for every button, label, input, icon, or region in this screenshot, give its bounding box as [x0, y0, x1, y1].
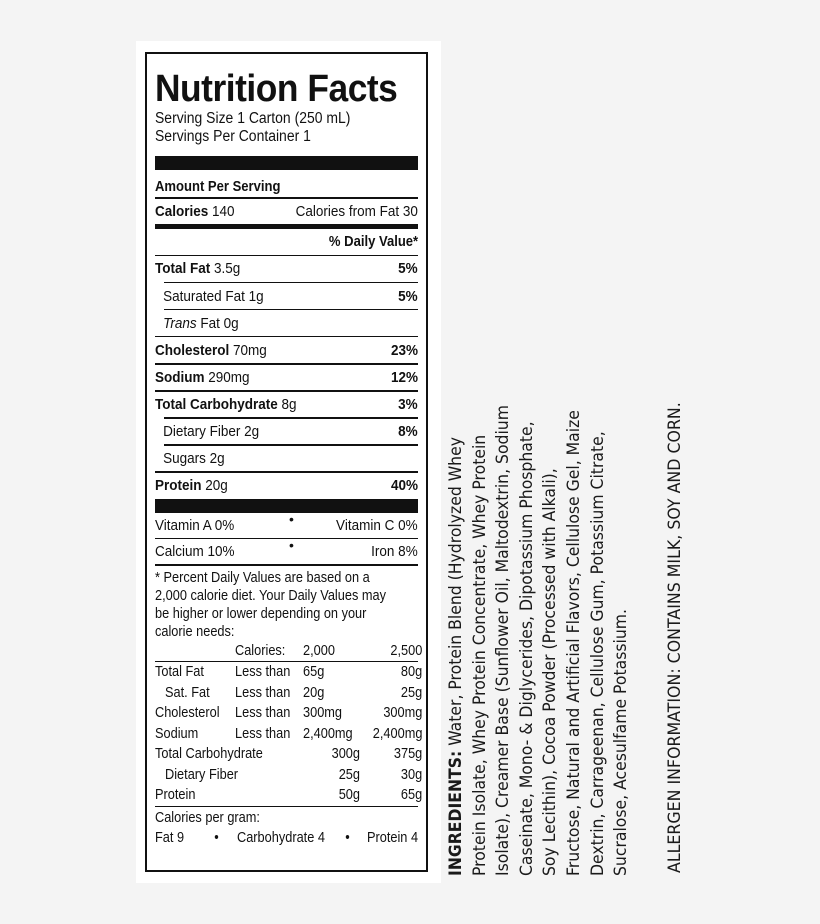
dv-2000: 25g	[338, 766, 360, 783]
calories-row	[155, 199, 418, 225]
vitamin-right: Iron 8%	[371, 543, 418, 561]
dv-table-row	[155, 703, 422, 724]
nutrient-amount: 290mg	[208, 368, 250, 386]
nutrient-row	[155, 365, 418, 391]
thick-divider	[155, 499, 418, 513]
nutrient-name: Dietary Fiber	[163, 423, 241, 441]
dv-2000: 50g	[338, 787, 360, 804]
daily-value-footnote: * Percent Daily Values are based on a 2,000 calorie diet. Your Daily Values may be higher or lower depending on your calorie needs:	[155, 569, 386, 640]
nutrient-amount: 3.5g	[214, 260, 241, 278]
dv-nutrient: Total Fat	[155, 664, 204, 681]
nutrient-name: Trans	[163, 314, 197, 332]
dv-nutrient: Total Carbohydrate	[155, 746, 263, 763]
daily-value-percent: 12%	[390, 368, 418, 386]
dv-2500: 25g	[400, 684, 422, 701]
daily-value-percent: 23%	[390, 341, 418, 359]
thick-divider	[155, 156, 418, 170]
dv-qualifier: Less than	[235, 725, 291, 742]
nutrient-list	[155, 255, 418, 499]
daily-value-reference-table	[155, 641, 422, 806]
nutrient-row	[155, 419, 418, 445]
serving-size: Serving Size 1 Carton (250 mL)	[155, 110, 351, 127]
bullet-icon: •	[214, 830, 219, 847]
dv-2500: 80g	[400, 664, 422, 681]
ingredients-block: INGREDIENTS: Water, Protein Blend (Hydrolyzed Whey Protein Isolate, Whey Protein Concentrate, Whey Protein Isolate), Creamer Base (Sunflower Oil, Maltodextrin, Sodium Caseinate, Mono- & Diglycerides, Dipotassium Phosphate, Soy Lecithin), Cocoa Powder (Processed with Alkali), Fructose, Natural and Artificial Flavors, Cellulose Gel, Maize Dextrin, Carrageenan, Cellulose Gum, Potassium Citrate, Sucralose, Acesulfame Potassium.	[446, 405, 632, 876]
nutrient-row	[155, 283, 418, 309]
nutrient-name: Protein	[155, 477, 202, 495]
vitamin-left: Calcium 10%	[155, 543, 235, 561]
nutrient-amount: 20g	[205, 477, 228, 495]
dv-2500: 30g	[400, 766, 422, 783]
nutrient-amount: 1g	[248, 287, 264, 305]
servings-per-container: Servings Per Container 1	[155, 128, 311, 145]
dv-nutrient: Sodium	[155, 725, 199, 742]
nutrient-row: Trans Fat 0g	[163, 314, 239, 332]
amount-per-serving: Amount Per Serving	[155, 179, 281, 195]
dv-qualifier: Less than	[235, 705, 291, 722]
dv-nutrient: Cholesterol	[155, 705, 220, 722]
calories-value: 140	[212, 202, 235, 220]
dv-2000: 65g	[303, 664, 325, 681]
dv-table-row	[155, 765, 422, 786]
nutrient-row	[155, 337, 418, 363]
nutrition-facts-title: Nutrition Facts	[155, 68, 398, 110]
vitamin-left: Vitamin A 0%	[155, 516, 235, 534]
nutrient-amount: 0g	[223, 314, 239, 332]
dv-2000: 300mg	[303, 705, 343, 722]
dv-2500: 2,400mg	[372, 725, 422, 742]
daily-value-header: % Daily Value*	[328, 233, 418, 250]
vitamin-right: Vitamin C 0%	[336, 516, 418, 534]
daily-value-percent: 5%	[398, 287, 418, 305]
dv-table-row	[155, 744, 422, 765]
vitamin-row	[155, 539, 418, 564]
vitamin-row	[155, 510, 418, 538]
dv-nutrient: Protein	[155, 787, 196, 804]
dv-table-row	[155, 683, 422, 704]
dv-qualifier: Less than	[235, 684, 291, 701]
bullet-icon: •	[289, 537, 294, 554]
ingredients-heading: INGREDIENTS:	[446, 750, 466, 876]
dv-2500: 65g	[400, 787, 422, 804]
dv-nutrient: Sat. Fat	[165, 684, 210, 701]
dv-table-row	[155, 785, 422, 806]
nutrient-row	[155, 446, 418, 472]
dv-table-header: Calories: 2,000 2,500	[155, 641, 418, 663]
bullet-icon: •	[289, 510, 294, 527]
nutrient-name: Total Carbohydrate	[155, 395, 278, 413]
nutrient-row	[155, 392, 418, 418]
dv-nutrient: Dietary Fiber	[165, 766, 239, 783]
calories-per-gram: Calories per gram: Fat 9 • Carbohydrate 4 • Protein 4	[155, 810, 418, 847]
dv-2000: 20g	[303, 684, 325, 701]
allergen-information: ALLERGEN INFORMATION: CONTAINS MILK, SOY AND CORN.	[665, 402, 685, 873]
nutrient-amount: 2g	[209, 450, 225, 468]
nutrition-facts-panel	[145, 52, 428, 872]
cpg-protein: Protein 4	[366, 830, 418, 847]
nutrient-row	[155, 473, 418, 499]
cpg-carbohydrate: Carbohydrate 4	[237, 830, 325, 847]
vitamin-list	[155, 510, 418, 565]
daily-value-percent: 40%	[390, 477, 418, 495]
nutrient-row	[155, 256, 418, 282]
cpg-fat: Fat 9	[155, 830, 185, 847]
dv-2500: 300mg	[382, 705, 422, 722]
daily-value-percent: 8%	[398, 423, 418, 441]
dv-table-row	[155, 724, 422, 745]
nutrient-name: Cholesterol	[155, 341, 230, 359]
dv-2000: 2,400mg	[303, 725, 353, 742]
calories-label: Calories	[155, 202, 209, 220]
dv-qualifier: Less than	[235, 664, 291, 681]
daily-value-percent: 5%	[398, 260, 418, 278]
nutrient-amount: 8g	[281, 395, 297, 413]
dv-2500: 375g	[393, 746, 422, 763]
dv-table-row	[155, 662, 422, 683]
nutrient-amount: 70mg	[233, 341, 267, 359]
calories-from-fat: Calories from Fat 30	[295, 202, 418, 220]
dv-2000: 300g	[331, 746, 360, 763]
nutrient-name: Sugars	[163, 450, 206, 468]
nutrient-name: Saturated Fat	[163, 287, 245, 305]
nutrient-name: Total Fat	[155, 260, 211, 278]
nutrient-amount: 2g	[244, 423, 260, 441]
bullet-icon: •	[345, 830, 350, 847]
daily-value-percent: 3%	[398, 395, 418, 413]
nutrient-name: Sodium	[155, 368, 205, 386]
